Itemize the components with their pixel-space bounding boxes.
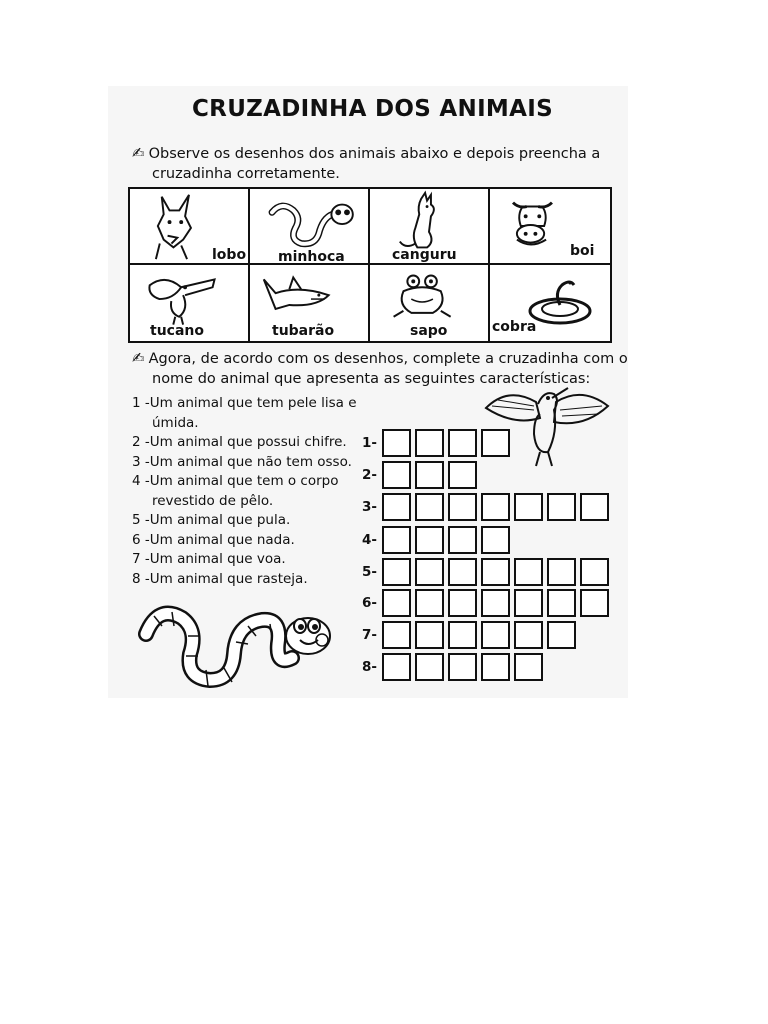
- crossword-letter-box[interactable]: [481, 558, 510, 586]
- crossword-row-number: 6-: [362, 595, 377, 611]
- clue-item: 2 -Um animal que possui chifre.: [132, 434, 347, 450]
- crossword-letter-box[interactable]: [448, 558, 477, 586]
- crossword-letter-box[interactable]: [415, 461, 444, 489]
- animal-cell-kangaroo: [370, 189, 490, 265]
- page-title: CRUZADINHA DOS ANIMAIS: [192, 96, 553, 122]
- pencil-hand-icon: ✍: [132, 349, 145, 367]
- bird-illustration-icon: [478, 380, 614, 472]
- crossword-letter-box[interactable]: [547, 493, 576, 521]
- clue-list: [132, 394, 372, 589]
- animal-cell-shark: [250, 265, 370, 341]
- crossword-row-number: 2-: [362, 467, 377, 483]
- animal-cell-frog: [370, 265, 490, 341]
- crossword-letter-box[interactable]: [382, 558, 411, 586]
- instruction-1-line-1: Observe os desenhos dos animais abaixo e depois preencha a: [148, 146, 601, 162]
- clue-item: revestido de pêlo.: [152, 492, 274, 509]
- crossword-row-number: 1-: [362, 435, 377, 451]
- crossword-letter-box[interactable]: [580, 589, 609, 617]
- clue-item: úmida.: [152, 414, 199, 431]
- crossword-letter-box[interactable]: [415, 621, 444, 649]
- clue-item: 1 -Um animal que tem pele lisa e: [132, 395, 357, 411]
- crossword-letter-box[interactable]: [415, 653, 444, 681]
- animal-label-worm: minhoca: [278, 249, 345, 265]
- crossword-row-4: [362, 525, 514, 555]
- clue-item: 4 -Um animal que tem o corpo: [132, 473, 339, 489]
- instruction-1: [132, 143, 600, 184]
- crossword-letter-box[interactable]: [415, 589, 444, 617]
- crossword-letter-box[interactable]: [481, 526, 510, 554]
- animal-picture-grid: [128, 187, 612, 343]
- clue-item: 3 -Um animal que não tem osso.: [132, 453, 352, 470]
- crossword-letter-box[interactable]: [382, 493, 411, 521]
- crossword-row-5: [362, 557, 613, 587]
- animal-cell-ox: [490, 189, 610, 265]
- crossword-letter-box[interactable]: [448, 429, 477, 457]
- crossword-letter-box[interactable]: [514, 589, 543, 617]
- crossword-row-number: 7-: [362, 627, 377, 643]
- crossword-letter-box[interactable]: [448, 461, 477, 489]
- animal-cell-worm: [250, 189, 370, 265]
- clue-item: 8 -Um animal que rasteja.: [132, 570, 308, 587]
- crossword-letter-box[interactable]: [547, 621, 576, 649]
- crossword-letter-box[interactable]: [580, 493, 609, 521]
- crossword-letter-box[interactable]: [481, 621, 510, 649]
- instruction-1-line-2: cruzadinha corretamente.: [152, 166, 340, 182]
- crossword-row-7: [362, 620, 580, 650]
- clue-item: 5 -Um animal que pula.: [132, 512, 291, 528]
- crossword-letter-box[interactable]: [382, 526, 411, 554]
- crossword-letter-box[interactable]: [415, 526, 444, 554]
- crossword-letter-box[interactable]: [448, 589, 477, 617]
- animal-label-kangaroo: canguru: [392, 247, 457, 263]
- crossword-letter-box[interactable]: [415, 493, 444, 521]
- instruction-2-line-2: nome do animal que apresenta as seguintes características:: [152, 371, 591, 387]
- crossword-row-8: [362, 652, 547, 682]
- animal-label-ox: boi: [570, 243, 595, 259]
- worm-illustration-icon: [128, 596, 338, 696]
- crossword-letter-box[interactable]: [382, 461, 411, 489]
- crossword-letter-box[interactable]: [481, 653, 510, 681]
- crossword-row-number: 8-: [362, 659, 377, 675]
- animal-cell-wolf: [130, 189, 250, 265]
- instruction-2-line-1: Agora, de acordo com os desenhos, complete a cruzadinha com o: [148, 351, 628, 367]
- crossword-letter-box[interactable]: [448, 621, 477, 649]
- crossword-letter-box[interactable]: [448, 526, 477, 554]
- crossword-row-6: [362, 588, 613, 618]
- crossword-row-number: 5-: [362, 564, 377, 580]
- crossword-letter-box[interactable]: [448, 493, 477, 521]
- animal-cell-snake: [490, 265, 610, 341]
- crossword-letter-box[interactable]: [514, 493, 543, 521]
- crossword-letter-box[interactable]: [382, 653, 411, 681]
- crossword-letter-box[interactable]: [580, 558, 609, 586]
- crossword-letter-box[interactable]: [448, 653, 477, 681]
- animal-label-snake: cobra: [492, 319, 537, 335]
- animal-label-frog: sapo: [410, 323, 448, 339]
- crossword-letter-box[interactable]: [382, 621, 411, 649]
- crossword-letter-box[interactable]: [547, 589, 576, 617]
- crossword-row-3: [362, 492, 613, 522]
- clue-item: 7 -Um animal que voa.: [132, 551, 286, 567]
- crossword-letter-box[interactable]: [514, 621, 543, 649]
- crossword-letter-box[interactable]: [382, 589, 411, 617]
- crossword-letter-box[interactable]: [481, 589, 510, 617]
- crossword-letter-box[interactable]: [382, 429, 411, 457]
- animal-cell-toucan: [130, 265, 250, 341]
- animal-label-toucan: tucano: [150, 323, 204, 339]
- crossword-letter-box[interactable]: [481, 493, 510, 521]
- crossword-row-2: [362, 460, 481, 490]
- crossword-row-number: 3-: [362, 499, 377, 515]
- crossword-letter-box[interactable]: [514, 558, 543, 586]
- animal-label-shark: tubarão: [272, 323, 335, 339]
- crossword-letter-box[interactable]: [415, 429, 444, 457]
- pencil-hand-icon: ✍: [132, 144, 145, 162]
- crossword-row-number: 4-: [362, 532, 377, 548]
- crossword-letter-box[interactable]: [514, 653, 543, 681]
- crossword-letter-box[interactable]: [415, 558, 444, 586]
- crossword-letter-box[interactable]: [547, 558, 576, 586]
- clue-item: 6 -Um animal que nada.: [132, 531, 295, 548]
- animal-label-wolf: lobo: [212, 247, 247, 263]
